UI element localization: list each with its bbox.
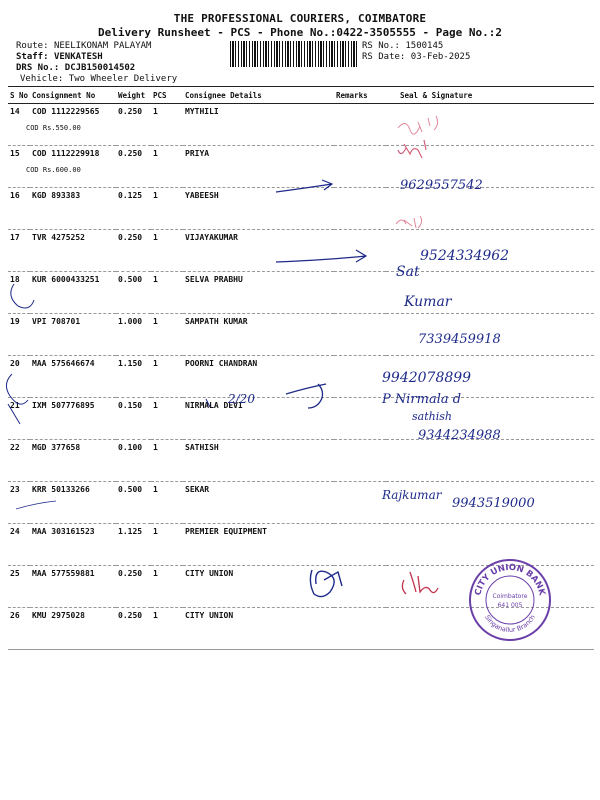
signature-cell	[386, 188, 594, 230]
handwritten-signature: Rajkumar	[382, 488, 442, 502]
col-remarks: Remarks	[334, 87, 386, 104]
col-weight: Weight	[116, 87, 151, 104]
signature-cell	[386, 440, 594, 482]
drs-value: DCJB150014502	[64, 63, 136, 73]
table-row: 21 IXM 507776895 0.150 1 NIRMALA DEVI	[8, 398, 594, 440]
route-line: Route: NEELIKONAM PALAYAM	[16, 41, 152, 51]
handwritten-signature: P Nirmala d	[382, 392, 462, 407]
handwritten-signature: Sat	[396, 264, 420, 280]
handwritten-phone: 9629557542	[400, 178, 483, 193]
handwritten-phone: 9344234988	[418, 428, 501, 443]
table-row: 14 COD 1112229565 COD Rs.550.00 0.250 1 MYTHILI	[8, 104, 594, 146]
table-header-row	[8, 87, 594, 104]
handwritten-phone: 9943519000	[452, 496, 535, 511]
table-row: 19 VPI 708701 1.000 1 SAMPATH KUMAR	[8, 314, 594, 356]
table-row: 23 KRR 50133266 0.500 1 SEKAR	[8, 482, 594, 524]
table-row: 24 MAA 303161523 1.125 1 PREMIER EQUIPMENT	[8, 524, 594, 566]
stamp-city: Coimbatore	[492, 593, 528, 600]
table-row: 22 MGD 377658 0.100 1 SATHISH	[8, 440, 594, 482]
table-row: 15 COD 1112229918 COD Rs.600.00 0.250 1 PRIYA	[8, 146, 594, 188]
handwritten-signature: sathish	[412, 410, 452, 423]
col-pcs: PCS	[151, 87, 183, 104]
stamp-branch: Singanallur Branch	[483, 613, 537, 635]
col-seal-signature: Seal & Signature	[386, 87, 594, 104]
cod-amount: COD Rs.550.00	[26, 124, 81, 132]
table-row: 18 KUR 6000433251 0.500 1 SELVA PRABHU	[8, 272, 594, 314]
cod-amount: COD Rs.600.00	[26, 166, 81, 174]
barcode	[230, 41, 358, 67]
staff-value: VENKATESH	[53, 52, 103, 62]
handwritten-signature: Kumar	[404, 294, 452, 310]
staff-line: Staff: VENKATESH	[16, 52, 103, 62]
handwritten-phone: 7339459918	[418, 332, 501, 347]
rs-no-line: RS No.: 1500145	[362, 41, 444, 51]
handwritten-phone: 9524334962	[420, 248, 510, 264]
table-row: 17 TVR 4275252 0.250 1 VIJAYAKUMAR	[8, 230, 594, 272]
drs-line: DRS No.: DCJB150014502	[16, 63, 136, 73]
stamp-bank-name: CITY UNION BANK	[473, 562, 547, 597]
route-value: NEELIKONAM PALAYAM	[53, 41, 152, 51]
rs-date-line: RS Date: 03-Feb-2025	[362, 52, 471, 62]
rs-date-value: 03-Feb-2025	[410, 52, 471, 62]
runsheet-subtitle: Delivery Runsheet - PCS - Phone No.:0422-3505555 - Page No.:2	[98, 26, 502, 39]
vehicle-value: Two Wheeler Delivery	[68, 74, 178, 84]
vehicle-line: Vehicle: Two Wheeler Delivery	[20, 74, 178, 84]
signature-cell	[386, 104, 594, 146]
table-row: 25 MAA 577559881 0.250 1 CITY UNION	[8, 566, 594, 608]
stamp-pin: 641 005	[497, 602, 523, 609]
bank-stamp	[466, 554, 554, 642]
handwritten-phone: 9942078899	[382, 370, 472, 386]
svg-text:CITY UNION BANK	[473, 563, 546, 597]
rs-no-value: 1500145	[405, 41, 444, 51]
handwritten-time-note: 2/20	[228, 392, 255, 406]
company-name: THE PROFESSIONAL COURIERS, COIMBATORE	[173, 12, 427, 25]
col-consignee: Consignee Details	[183, 87, 334, 104]
table-row: 20 MAA 575646674 1.150 1 POORNI CHANDRAN	[8, 356, 594, 398]
col-sno: S No	[8, 87, 30, 104]
col-consignment: Consignment No	[30, 87, 116, 104]
table-row: 26 KMU 2975028 0.250 1 CITY UNION	[8, 608, 594, 650]
table-row: 16 KGD 893383 0.125 1 YABEESH	[8, 188, 594, 230]
